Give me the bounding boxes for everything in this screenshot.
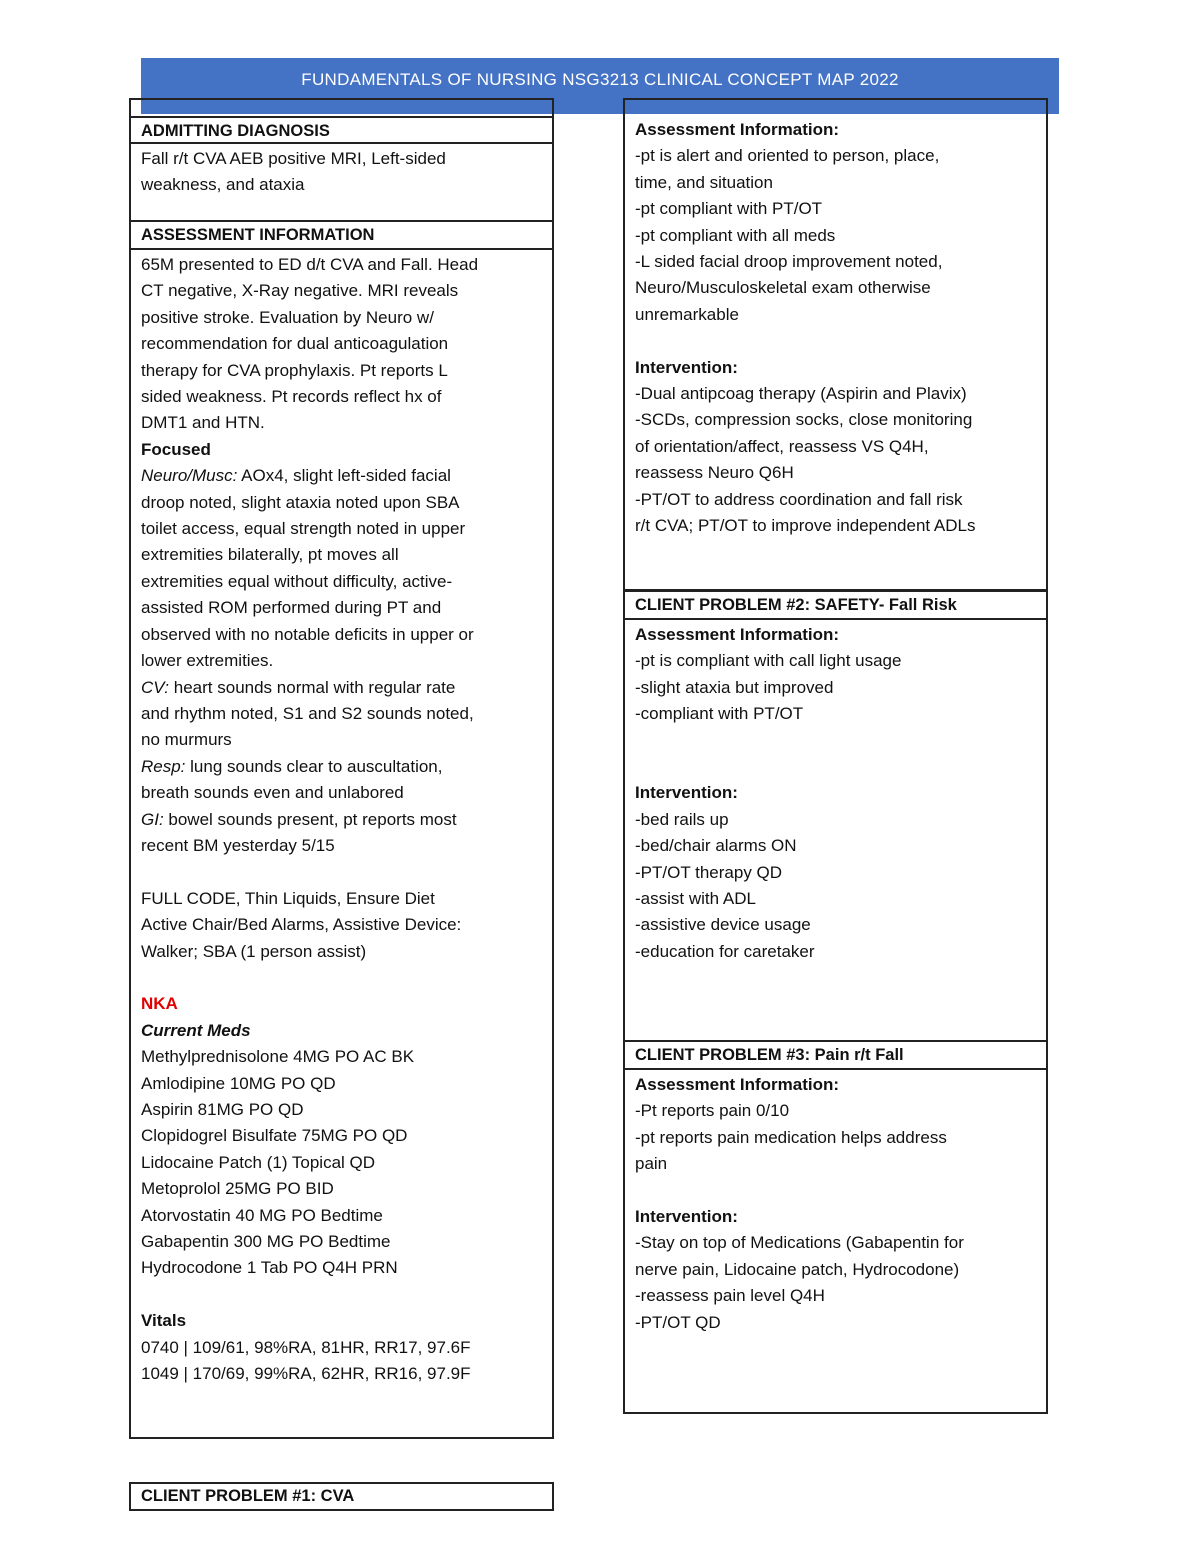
client-problem-1-box <box>129 1482 554 1511</box>
assessment-info-label: Assessment Information: <box>635 625 840 644</box>
assessment-intro-line: sided weakness. Pt records reflect hx of <box>141 387 442 407</box>
left-column-box <box>129 98 554 1439</box>
assessment-intro-line: recommendation for dual anticoagulation <box>141 334 449 354</box>
allergy-label: NKA <box>141 994 178 1014</box>
neuro-line: observed with no notable deficits in upper or <box>141 624 474 644</box>
client-problem-2-content <box>625 620 1046 965</box>
intervention-item: -education for caretaker <box>635 941 815 961</box>
cv-line: and rhythm noted, S1 and S2 sounds noted, <box>141 703 474 723</box>
neuro-text: AOx4, slight left-sided facial <box>237 466 451 486</box>
assessment-info-label: Assessment Information: <box>635 120 840 139</box>
client-problem-3-box <box>623 1040 1048 1414</box>
assessment-item: time, and situation <box>635 172 773 192</box>
focused-label: Focused <box>141 439 211 459</box>
vitals-row: 0740 | 109/61, 98%RA, 81HR, RR17, 97.6F <box>141 1337 471 1357</box>
assessment-item: -pt compliant with all meds <box>635 225 836 245</box>
resp-line: breath sounds even and unlabored <box>141 783 404 803</box>
assessment-intro-line: DMT1 and HTN. <box>141 413 265 433</box>
admitting-line: Fall r/t CVA AEB positive MRI, Left-sided <box>141 149 446 168</box>
intervention-item: reassess Neuro Q6H <box>635 463 794 483</box>
cv-line: no murmurs <box>141 730 232 750</box>
intervention-item: -assistive device usage <box>635 915 811 935</box>
intervention-item: of orientation/affect, reassess VS Q4H, <box>635 436 929 456</box>
gi-line <box>141 807 542 833</box>
assessment-item: pain <box>635 1154 668 1174</box>
med-item: Lidocaine Patch (1) Topical QD <box>141 1152 376 1172</box>
med-item: Methylprednisolone 4MG PO AC BK <box>141 1047 415 1067</box>
med-item: Aspirin 81MG PO QD <box>141 1099 304 1119</box>
spacer <box>635 728 1036 754</box>
resp-line <box>141 754 542 780</box>
assessment-intro-line: therapy for CVA prophylaxis. Pt reports L <box>141 360 448 380</box>
client-problem-2-header: CLIENT PROBLEM #2: SAFETY- Fall Risk <box>625 592 1046 620</box>
page-title: FUNDAMENTALS OF NURSING NSG3213 CLINICAL CONCEPT MAP 2022 <box>301 70 899 89</box>
assessment-item: -L sided facial droop improvement noted, <box>635 252 943 272</box>
spacer <box>141 965 542 991</box>
assessment-item: Neuro/Musculoskeletal exam otherwise <box>635 278 931 298</box>
neuro-line: toilet access, equal strength noted in upper <box>141 519 466 539</box>
assessment-item: -compliant with PT/OT <box>635 704 804 724</box>
assessment-info-label: Assessment Information: <box>635 1075 840 1094</box>
neuro-label: Neuro/Musc: <box>141 466 238 486</box>
neuro-line: extremities equal without difficulty, active- <box>141 571 453 591</box>
intervention-item: -PT/OT to address coordination and fall risk <box>635 489 963 509</box>
assessment-item: -pt compliant with PT/OT <box>635 199 823 219</box>
admitting-diagnosis-content <box>131 144 552 222</box>
assessment-information-header: ASSESSMENT INFORMATION <box>131 222 552 250</box>
neuro-line <box>141 463 542 489</box>
assessment-item: -slight ataxia but improved <box>635 677 834 697</box>
intervention-item: -Dual antipcoag therapy (Aspirin and Plavix) <box>635 384 967 404</box>
assessment-intro-line: CT negative, X-Ray negative. MRI reveals <box>141 281 459 301</box>
intervention-item: -bed rails up <box>635 809 729 829</box>
admitting-diagnosis-header: ADMITTING DIAGNOSIS <box>131 116 552 144</box>
vitals-row: 1049 | 170/69, 99%RA, 62HR, RR16, 97.9F <box>141 1364 471 1384</box>
code-line: Active Chair/Bed Alarms, Assistive Device: <box>141 915 462 935</box>
med-item: Gabapentin 300 MG PO Bedtime <box>141 1232 391 1251</box>
med-item: Hydrocodone 1 Tab PO Q4H PRN <box>141 1258 398 1278</box>
gi-label: GI: <box>141 809 164 829</box>
code-line: FULL CODE, Thin Liquids, Ensure Diet <box>141 888 435 908</box>
med-item: Atorvostatin 40 MG PO Bedtime <box>141 1205 383 1225</box>
resp-label: Resp: <box>141 756 186 776</box>
problem-1-details-content <box>625 100 1046 539</box>
client-problem-3-header: CLIENT PROBLEM #3: Pain r/t Fall <box>625 1042 1046 1070</box>
gi-text: bowel sounds present, pt reports most <box>163 809 457 829</box>
intervention-label: Intervention: <box>635 783 738 803</box>
resp-text: lung sounds clear to auscultation, <box>185 756 443 776</box>
spacer <box>141 1282 542 1308</box>
intervention-item: r/t CVA; PT/OT to improve independent ADLs <box>635 516 976 536</box>
intervention-item: -Stay on top of Medications (Gabapentin for <box>635 1233 964 1253</box>
intervention-label: Intervention: <box>635 1207 738 1227</box>
problem-1-details-box <box>623 98 1048 591</box>
intervention-item: -assist with ADL <box>635 889 756 909</box>
spacer <box>635 1178 1036 1204</box>
neuro-line: lower extremities. <box>141 651 274 671</box>
neuro-line: assisted ROM performed during PT and <box>141 598 442 618</box>
cv-label: CV: <box>141 677 170 697</box>
admitting-line: weakness, and ataxia <box>141 175 305 195</box>
intervention-item: -bed/chair alarms ON <box>635 836 797 856</box>
assessment-information-content <box>131 250 552 1387</box>
intervention-item: nerve pain, Lidocaine patch, Hydrocodone) <box>635 1259 960 1279</box>
assessment-intro-line: 65M presented to ED d/t CVA and Fall. Head <box>141 255 479 274</box>
vitals-label: Vitals <box>141 1311 187 1331</box>
intervention-item: -PT/OT QD <box>635 1312 721 1332</box>
intervention-item: -SCDs, compression socks, close monitoring <box>635 410 973 430</box>
client-problem-2-box <box>623 590 1048 1042</box>
cv-text: heart sounds normal with regular rate <box>169 677 456 697</box>
code-line: Walker; SBA (1 person assist) <box>141 941 367 961</box>
assessment-item: unremarkable <box>635 304 739 324</box>
med-item: Metoprolol 25MG PO BID <box>141 1179 334 1199</box>
assessment-item: -pt reports pain medication helps address <box>635 1127 947 1147</box>
spacer <box>635 754 1036 780</box>
neuro-line: droop noted, slight ataxia noted upon SBA <box>141 492 460 512</box>
spacer <box>635 328 1036 354</box>
assessment-item: -Pt reports pain 0/10 <box>635 1101 790 1121</box>
current-meds-label: Current Meds <box>141 1020 251 1040</box>
intervention-label: Intervention: <box>635 357 738 377</box>
assessment-item: -pt is compliant with call light usage <box>635 651 902 671</box>
client-problem-3-content <box>625 1070 1046 1336</box>
intervention-item: -reassess pain level Q4H <box>635 1286 825 1306</box>
gi-line: recent BM yesterday 5/15 <box>141 835 335 855</box>
neuro-line: extremities bilaterally, pt moves all <box>141 545 399 565</box>
med-item: Clopidogrel Bisulfate 75MG PO QD <box>141 1126 408 1146</box>
spacer <box>141 859 542 885</box>
assessment-intro-line: positive stroke. Evaluation by Neuro w/ <box>141 307 434 327</box>
assessment-item: -pt is alert and oriented to person, place, <box>635 146 940 166</box>
cv-line <box>141 675 542 701</box>
med-item: Amlodipine 10MG PO QD <box>141 1073 336 1093</box>
client-problem-1-header: CLIENT PROBLEM #1: CVA <box>131 1484 552 1509</box>
intervention-item: -PT/OT therapy QD <box>635 862 783 882</box>
